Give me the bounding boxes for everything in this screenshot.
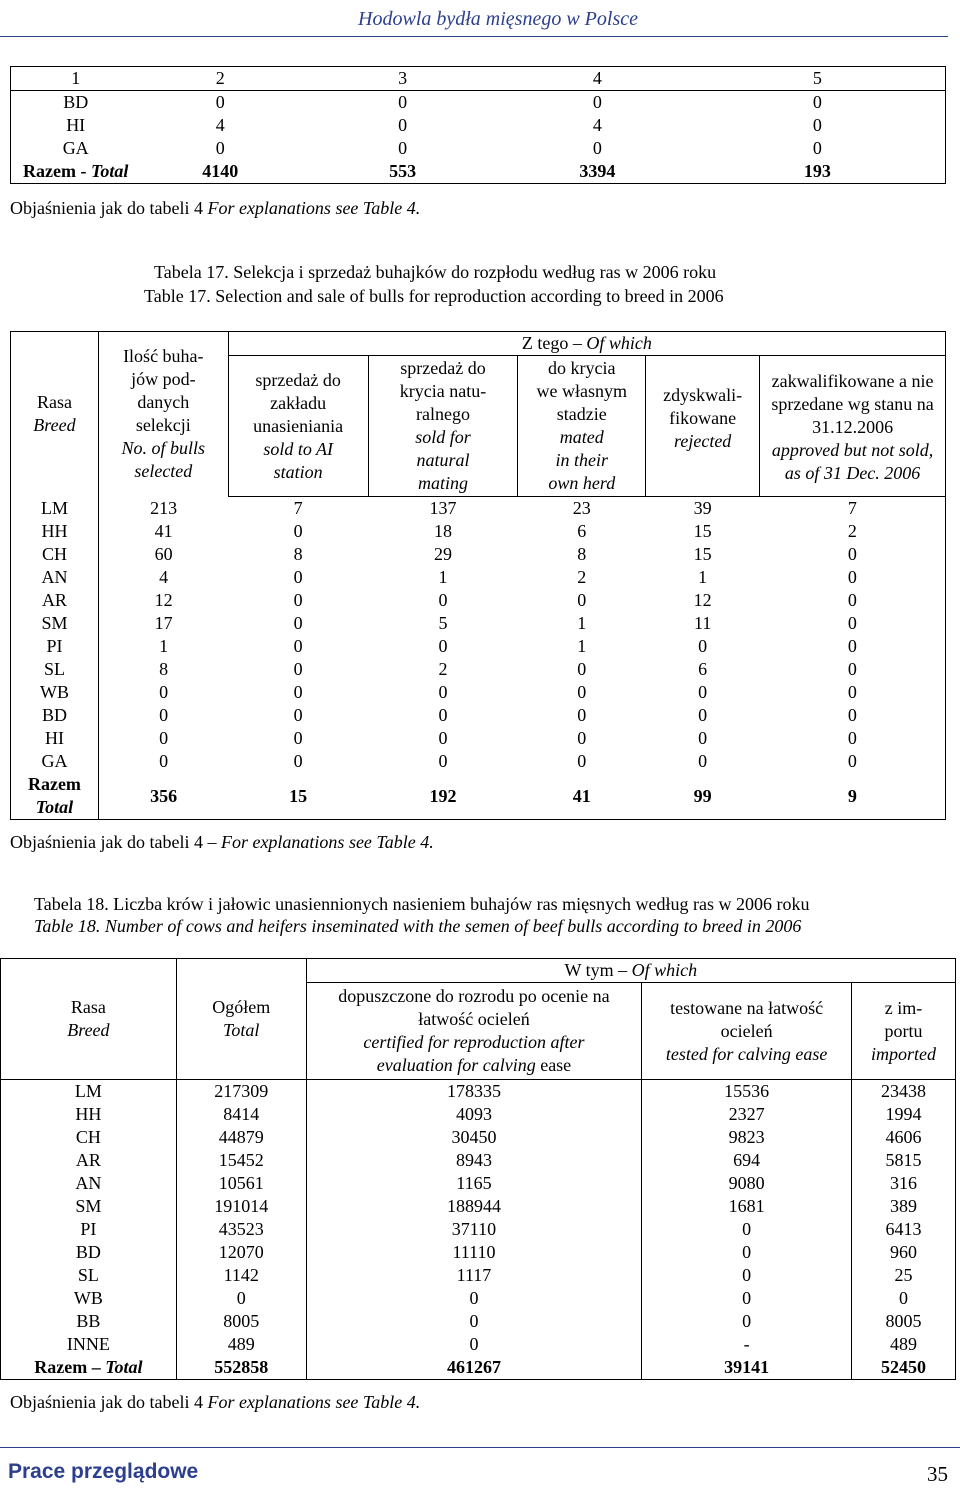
table-cell: 10561 xyxy=(176,1172,306,1195)
table-cell: 0 xyxy=(159,728,169,748)
table-row xyxy=(1,1264,956,1287)
t17-header-selected: Ilość buha- jów pod- danych selekcji No. of bulls selected xyxy=(121,346,206,482)
table-cell: 41 xyxy=(154,521,173,541)
table-cell: 0 xyxy=(847,613,857,633)
table-cell: HH xyxy=(11,520,99,543)
table-cell: 0 xyxy=(293,567,303,587)
table-cell: 0 xyxy=(698,751,708,771)
table-cell: 1117 xyxy=(306,1264,642,1287)
table-row xyxy=(11,681,946,704)
table-cell: 217309 xyxy=(176,1080,306,1104)
t18-header-total: Ogółem Total xyxy=(176,959,306,1080)
table-cell: 43523 xyxy=(176,1218,306,1241)
total-value: 356 xyxy=(150,785,178,806)
t18-header-breed: Rasa Breed xyxy=(1,959,177,1080)
table-16-note: Objaśnienia jak do tabeli 4 For explanations see Table 4. xyxy=(10,198,421,218)
table-cell: 0 xyxy=(812,115,822,135)
total-row xyxy=(11,773,946,820)
table-cell: 4093 xyxy=(306,1103,642,1126)
table-cell: 0 xyxy=(159,705,169,725)
table-cell: 0 xyxy=(438,728,448,748)
table-cell: 12 xyxy=(154,590,173,610)
table-cell: LM xyxy=(1,1080,177,1104)
table-cell: 12070 xyxy=(176,1241,306,1264)
table-cell: 8 xyxy=(159,659,169,679)
table-row xyxy=(1,1103,956,1126)
table-cell: CH xyxy=(11,543,99,566)
page-number: 35 xyxy=(927,1462,948,1486)
table-18-note: Objaśnienia jak do tabeli 4 For explanations see Table 4. xyxy=(10,1392,421,1412)
table-cell: 0 xyxy=(642,1218,852,1241)
table-cell: 8 xyxy=(293,544,303,564)
total-value: 4140 xyxy=(202,161,239,181)
table-cell: INNE xyxy=(1,1333,177,1356)
table-cell: 0 xyxy=(899,1288,909,1308)
t17-header-approved: zakwalifikowane a nie sprzedane wg stanu na 31.12.2006 approved but not sold, as of 31 Dec. 2006 xyxy=(760,356,946,497)
table-cell: 0 xyxy=(176,1287,306,1310)
table-17-note: Objaśnienia jak do tabeli 4 – For explanations see Table 4. xyxy=(10,832,434,852)
t18-header-certified: dopuszczone do rozrodu po ocenie na łatwość ocieleń certified for reproduction after evaluation for calving ease xyxy=(306,983,642,1080)
column-number: 2 xyxy=(140,67,300,91)
table-cell: 7 xyxy=(847,498,857,518)
table-cell: 0 xyxy=(847,682,857,702)
table-cell: 0 xyxy=(642,1264,852,1287)
table-cell: 0 xyxy=(847,544,857,564)
t18-header-imported: z im- portu imported xyxy=(852,983,956,1080)
table-cell: 489 xyxy=(890,1334,918,1354)
table-cell: 37110 xyxy=(306,1218,642,1241)
total-label: Razem Total xyxy=(11,773,99,820)
table-cell: 0 xyxy=(698,636,708,656)
table-cell: 0 xyxy=(847,659,857,679)
table-row xyxy=(11,704,946,727)
table-cell: 0 xyxy=(398,115,408,135)
table-cell: WB xyxy=(1,1287,177,1310)
table-cell: 12 xyxy=(693,590,712,610)
table-cell: 15536 xyxy=(642,1080,852,1104)
table-cell: 25 xyxy=(894,1265,913,1285)
table-row xyxy=(11,91,946,115)
running-header-title: Hodowla bydła mięsnego w Polsce xyxy=(358,8,638,30)
table-cell: 0 xyxy=(698,728,708,748)
table-cell: 17 xyxy=(154,613,173,633)
table-cell: 0 xyxy=(293,659,303,679)
table-row xyxy=(1,1218,956,1241)
table-row xyxy=(11,543,946,566)
table-row xyxy=(11,114,946,137)
t18-header-tested: testowane na łatwość ocieleń tested for calving ease xyxy=(642,983,852,1080)
table-cell: 1994 xyxy=(885,1104,922,1124)
table-row xyxy=(1,1241,956,1264)
table-cell: 188944 xyxy=(306,1195,642,1218)
table-cell: 0 xyxy=(577,751,587,771)
table-cell: 44879 xyxy=(176,1126,306,1149)
column-number: 4 xyxy=(505,67,690,91)
t17-header-which: Z tego – Of which xyxy=(228,332,945,356)
table-cell: 15 xyxy=(693,521,712,541)
table-row xyxy=(11,137,946,160)
table-cell: 0 xyxy=(293,521,303,541)
table-cell: 0 xyxy=(293,751,303,771)
table-cell: 5 xyxy=(438,613,448,633)
total-value: 3394 xyxy=(579,161,616,181)
table-cell: WB xyxy=(11,681,99,704)
table-cell: 4 xyxy=(592,115,602,135)
column-number: 3 xyxy=(300,67,505,91)
column-number: 5 xyxy=(690,67,946,91)
table-cell: 178335 xyxy=(306,1080,642,1104)
total-value: 553 xyxy=(389,161,417,181)
t17-header-sold-ai: sprzedaż do zakładu unasieniania sold to AI station xyxy=(228,356,368,497)
table-18 xyxy=(0,958,956,1380)
footer-rule xyxy=(0,1447,960,1448)
table-cell: 0 xyxy=(438,590,448,610)
table-cell: 694 xyxy=(642,1149,852,1172)
table-row xyxy=(1,1310,956,1333)
table-cell: 6 xyxy=(698,659,708,679)
table-cell: 0 xyxy=(847,751,857,771)
table-cell: 0 xyxy=(306,1310,642,1333)
table-cell: 0 xyxy=(293,590,303,610)
table-cell: 0 xyxy=(398,92,408,112)
table-cell: 0 xyxy=(812,92,822,112)
table-cell: 0 xyxy=(642,1310,852,1333)
total-row xyxy=(1,1356,956,1380)
table-cell: 0 xyxy=(847,590,857,610)
table-cell: 0 xyxy=(438,705,448,725)
table-cell: 0 xyxy=(847,567,857,587)
table-cell: 137 xyxy=(429,498,457,518)
total-value: 192 xyxy=(429,785,457,806)
table-17-caption-en: Table 17. Selection and sale of bulls for reproduction according to breed in 2006 xyxy=(144,286,724,306)
table-cell: 1142 xyxy=(176,1264,306,1287)
table-cell: 6413 xyxy=(885,1219,922,1239)
t17-header-own-herd: do krycia we własnym stadzie mated in their own herd xyxy=(518,356,646,497)
table-row xyxy=(11,727,946,750)
table-cell: HI xyxy=(11,727,99,750)
table-cell: 30450 xyxy=(306,1126,642,1149)
table-cell: 389 xyxy=(890,1196,918,1216)
table-cell: 0 xyxy=(642,1241,852,1264)
total-label: Razem – Total xyxy=(1,1356,177,1380)
table-cell: BD xyxy=(63,92,89,112)
table-cell: 8005 xyxy=(176,1310,306,1333)
table-cell: 7 xyxy=(293,498,303,518)
table-cell: 0 xyxy=(215,138,225,158)
table-cell: 0 xyxy=(293,613,303,633)
table-row xyxy=(11,658,946,681)
table-row xyxy=(1,1333,956,1356)
table-row xyxy=(1,1149,956,1172)
table-cell: GA xyxy=(11,750,99,773)
table-row xyxy=(1,1126,956,1149)
table-cell: BD xyxy=(1,1241,177,1264)
table-row xyxy=(1,1172,956,1195)
table-cell: 1 xyxy=(698,567,708,587)
table-cell: 1681 xyxy=(642,1195,852,1218)
table-row xyxy=(1,1287,956,1310)
table-cell: 8414 xyxy=(176,1103,306,1126)
t18-header-which: W tym – Of which xyxy=(306,959,955,983)
total-value: 461267 xyxy=(306,1356,642,1380)
table-17-caption-pl: Tabela 17. Selekcja i sprzedaż buhajków do rozpłodu według ras w 2006 roku xyxy=(154,262,717,282)
table-cell: 60 xyxy=(154,544,173,564)
t17-header-rejected: zdyskwali- fikowane rejected xyxy=(646,356,760,497)
table-cell: LM xyxy=(11,497,99,521)
table-cell: AN xyxy=(1,1172,177,1195)
table-cell: 1165 xyxy=(306,1172,642,1195)
table-cell: 191014 xyxy=(176,1195,306,1218)
table-cell: 1 xyxy=(577,613,587,633)
table-cell: 0 xyxy=(215,92,225,112)
table-cell: 0 xyxy=(698,705,708,725)
header-rule xyxy=(0,36,948,37)
table-row xyxy=(11,67,946,91)
table-cell: 6 xyxy=(577,521,587,541)
table-cell: 2 xyxy=(577,567,587,587)
table-cell: 8943 xyxy=(306,1149,642,1172)
table-cell: 960 xyxy=(890,1242,918,1262)
table-cell: 4 xyxy=(215,115,225,135)
table-cell: 0 xyxy=(159,682,169,702)
table-cell: 23 xyxy=(572,498,591,518)
total-value: 39141 xyxy=(642,1356,852,1380)
table-cell: 8 xyxy=(577,544,587,564)
table-cell: 213 xyxy=(150,497,178,518)
table-cell: BD xyxy=(11,704,99,727)
table-cell: 0 xyxy=(592,92,602,112)
table-cell: 9080 xyxy=(642,1172,852,1195)
table-cell: 0 xyxy=(293,636,303,656)
table-row xyxy=(11,635,946,658)
table-cell: 316 xyxy=(890,1173,918,1193)
table-row xyxy=(11,612,946,635)
table-cell: 2 xyxy=(847,521,857,541)
table-cell: 0 xyxy=(293,682,303,702)
total-value: 193 xyxy=(803,161,831,181)
table-row xyxy=(11,589,946,612)
table-cell: AR xyxy=(1,1149,177,1172)
table-cell: 11110 xyxy=(306,1241,642,1264)
table-cell: 15 xyxy=(693,544,712,564)
footer-section-label: Prace przeglądowe xyxy=(8,1460,199,1483)
table-cell: HH xyxy=(1,1103,177,1126)
total-label: Razem - Total xyxy=(23,161,129,181)
table-cell: 0 xyxy=(812,138,822,158)
table-cell: 18 xyxy=(433,521,452,541)
t17-header-sold-natural: sprzedaż do krycia natu- ralnego sold for natural mating xyxy=(368,356,518,497)
table-17 xyxy=(10,331,946,820)
table-cell: 0 xyxy=(847,728,857,748)
table-cell: 9823 xyxy=(642,1126,852,1149)
table-cell: 2327 xyxy=(642,1103,852,1126)
table-cell: 0 xyxy=(577,728,587,748)
table-cell: - xyxy=(642,1333,852,1356)
table-cell: 8005 xyxy=(885,1311,922,1331)
table-cell: 1 xyxy=(159,636,169,656)
table-cell: CH xyxy=(1,1126,177,1149)
table-row xyxy=(1,1080,956,1104)
table-cell: 4606 xyxy=(885,1127,922,1147)
table-cell: 0 xyxy=(293,728,303,748)
table-cell: 0 xyxy=(847,636,857,656)
total-value: 15 xyxy=(289,785,308,806)
table-cell: PI xyxy=(11,635,99,658)
table-cell: SM xyxy=(11,612,99,635)
table-cell: 1 xyxy=(577,636,587,656)
total-value: 41 xyxy=(572,785,591,806)
table-18-caption-pl: Tabela 18. Liczba krów i jałowic unasiennionych nasieniem buhajów ras mięsnych według ras w 2006 roku xyxy=(34,894,810,914)
table-cell: PI xyxy=(1,1218,177,1241)
table-row xyxy=(11,566,946,589)
table-cell: 2 xyxy=(438,659,448,679)
table-cell: SL xyxy=(1,1264,177,1287)
table-cell: 5815 xyxy=(885,1150,922,1170)
table-cell: 0 xyxy=(577,659,587,679)
table-row xyxy=(11,520,946,543)
table-cell: 23438 xyxy=(881,1081,927,1101)
column-number: 1 xyxy=(11,67,141,91)
table-cell: BB xyxy=(1,1310,177,1333)
table-cell: 0 xyxy=(306,1287,642,1310)
total-value: 52450 xyxy=(881,1357,927,1377)
table-cell: 0 xyxy=(577,682,587,702)
table-row xyxy=(11,497,946,521)
table-cell: 0 xyxy=(847,705,857,725)
table-cell: 0 xyxy=(577,590,587,610)
total-row xyxy=(11,160,946,184)
table-16-continuation xyxy=(10,66,946,184)
t17-header-breed: Rasa Breed xyxy=(11,332,99,497)
table-cell: 39 xyxy=(693,498,712,518)
table-cell: 1 xyxy=(438,567,448,587)
table-row xyxy=(11,750,946,773)
table-cell: 0 xyxy=(592,138,602,158)
total-value: 9 xyxy=(847,785,857,806)
table-cell: SM xyxy=(1,1195,177,1218)
table-cell: 15452 xyxy=(176,1149,306,1172)
table-row xyxy=(1,1195,956,1218)
table-cell: 4 xyxy=(159,567,169,587)
table-cell: 0 xyxy=(642,1287,852,1310)
table-cell: 0 xyxy=(438,636,448,656)
table-cell: 0 xyxy=(438,751,448,771)
table-cell: GA xyxy=(62,138,89,158)
table-cell: 29 xyxy=(433,544,452,564)
table-18-caption-en: Table 18. Number of cows and heifers inseminated with the semen of beef bulls according to breed in 2006 xyxy=(34,916,802,936)
total-value: 99 xyxy=(693,785,712,806)
table-cell: 0 xyxy=(698,682,708,702)
table-cell: AR xyxy=(11,589,99,612)
total-value: 552858 xyxy=(176,1356,306,1380)
table-cell: HI xyxy=(66,115,86,135)
table-cell: 0 xyxy=(306,1333,642,1356)
table-cell: 0 xyxy=(438,682,448,702)
table-cell: 0 xyxy=(577,705,587,725)
table-cell: 0 xyxy=(293,705,303,725)
table-cell: SL xyxy=(11,658,99,681)
table-cell: 0 xyxy=(159,751,169,771)
table-cell: 0 xyxy=(398,138,408,158)
table-cell: 11 xyxy=(694,613,712,633)
table-cell: 489 xyxy=(176,1333,306,1356)
table-cell: AN xyxy=(11,566,99,589)
